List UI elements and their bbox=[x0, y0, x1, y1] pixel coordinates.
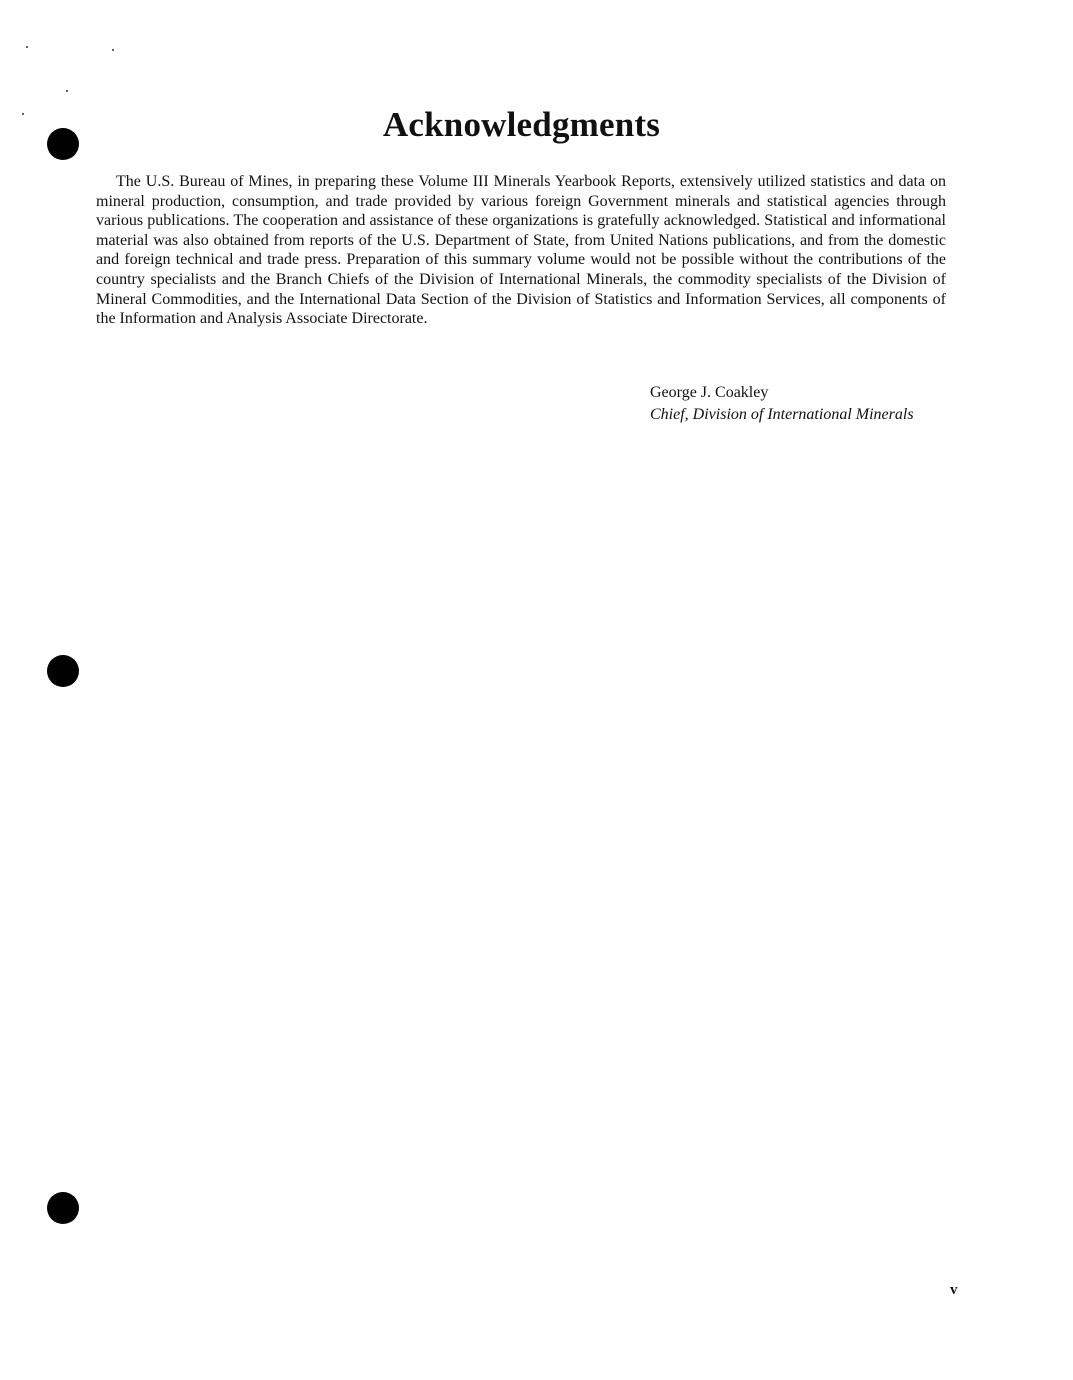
scan-speck bbox=[26, 46, 28, 48]
signature-block bbox=[650, 382, 970, 426]
binder-hole-bottom bbox=[47, 1192, 79, 1224]
acknowledgment-paragraph: The U.S. Bureau of Mines, in preparing these Volume III Minerals Yearbook Reports, extensively utilized statistics and data on mineral production, consumption, and trade provided by various foreign Government minerals and statistical agencies through various publications. The cooperation and assistance of these organizations is gratefully acknowledged. Statistical and informational material was also obtained from reports of the U.S. Department of State, from United Nations publications, and from the domestic and foreign technical and trade press. Preparation of this summary volume would not be possible without the contributions of the country specialists and the Branch Chiefs of the Division of International Minerals, the commodity specialists of the Division of Mineral Commodities, and the International Data Section of the Division of Statistics and Information Services, all components of the Information and Analysis Associate Directorate. bbox=[96, 173, 946, 328]
scan-speck bbox=[66, 90, 68, 92]
binder-hole-middle bbox=[47, 655, 79, 687]
page-number: v bbox=[950, 1282, 958, 1298]
scan-speck bbox=[112, 49, 114, 51]
page-title: Acknowledgments bbox=[382, 105, 661, 144]
signatory-name: George J. Coakley bbox=[650, 384, 769, 401]
signatory-role: Chief, Division of International Minerals bbox=[650, 406, 914, 423]
